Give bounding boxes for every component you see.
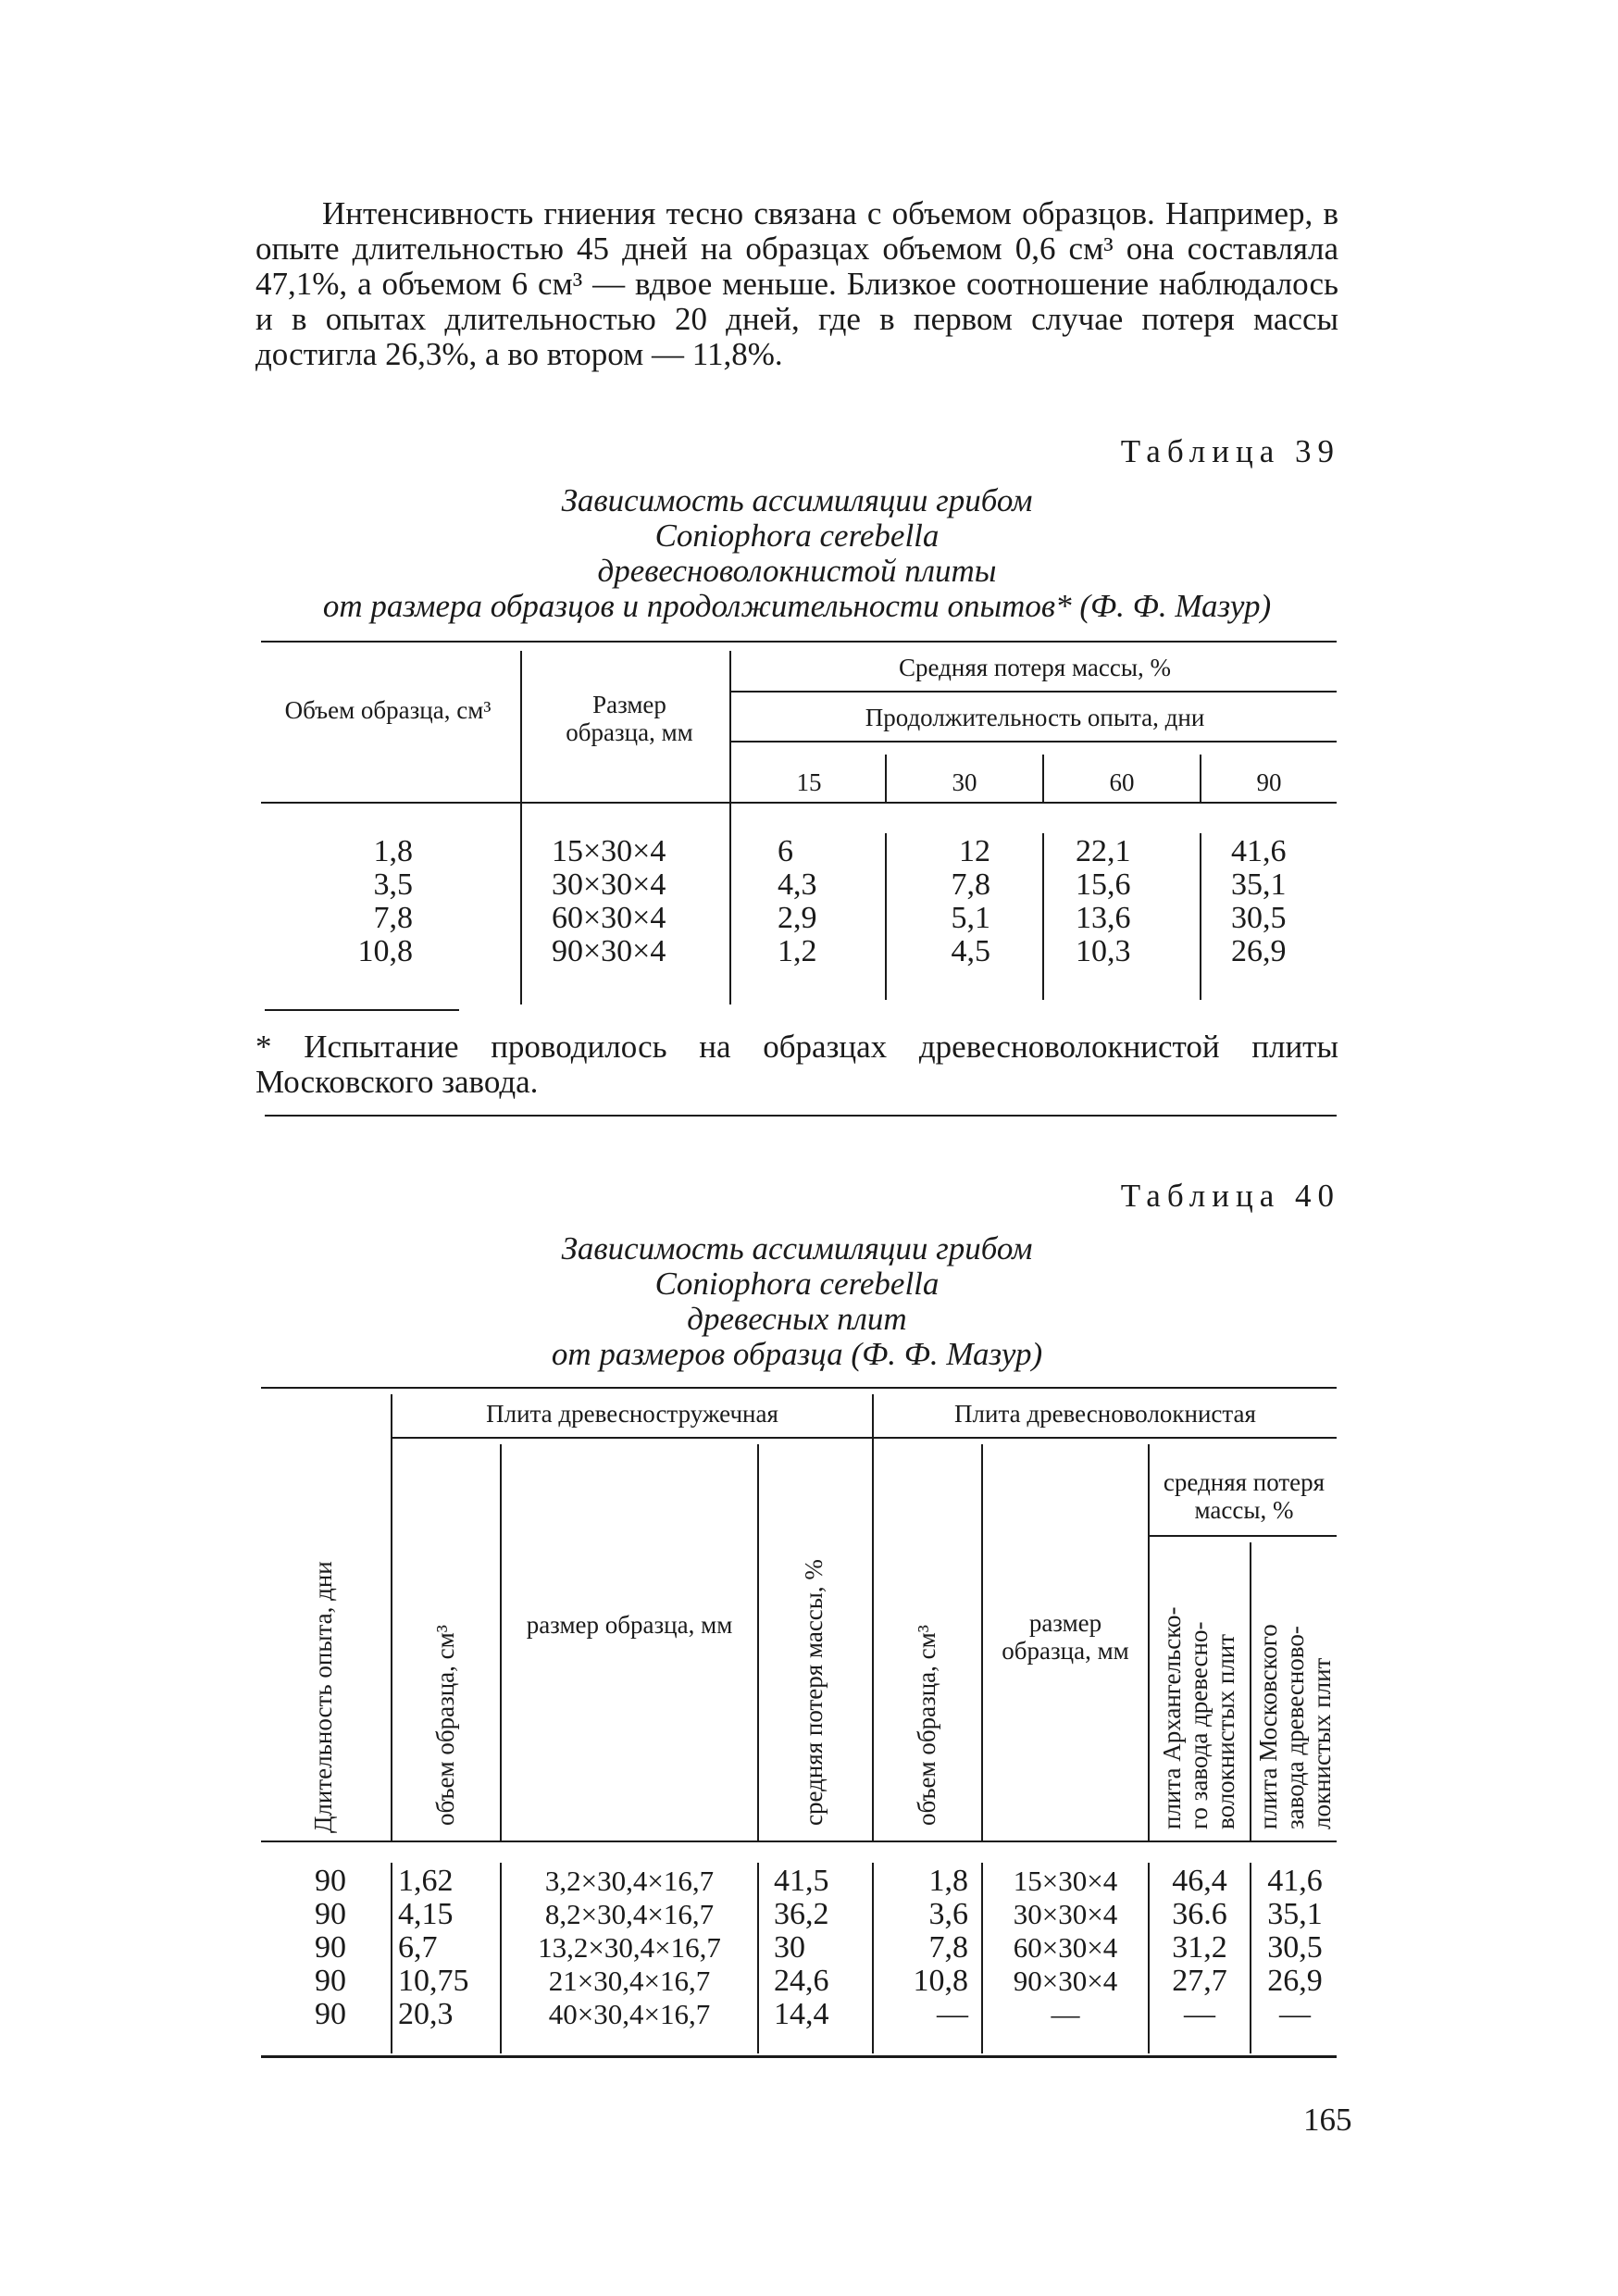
column-size (552, 835, 718, 968)
table-cell: 1,8 (373, 834, 413, 868)
column-size-fb (983, 1865, 1148, 2031)
header-loss-pb: средняя потеря массы, % (800, 1559, 828, 1826)
table-cell: 4,3 (778, 867, 817, 902)
header-line: завода древесново- (1281, 1626, 1309, 1829)
table-cell: 7,8 (928, 1930, 968, 1965)
column-90 (1231, 835, 1333, 968)
table-cell: 90 (315, 1997, 346, 2031)
header-line: го завода древесно- (1185, 1621, 1213, 1829)
table-cell: 41,6 (1267, 1864, 1323, 1898)
header-volume-pb: объем образца, см³ (431, 1625, 459, 1826)
table-cell: 41,6 (1231, 834, 1287, 868)
table-cell: 21×30,4×16,7 (548, 1965, 711, 1997)
table-39-footnote: * Испытание проводилось на образцах древесноволокнистой плиты Московского завода. (255, 1029, 1338, 1100)
table-rule (261, 1387, 1337, 1389)
table-rule (731, 691, 1337, 693)
table-cell: 30,5 (1231, 901, 1287, 935)
table-cell: 60×30×4 (552, 901, 666, 935)
table-cell: 10,8 (357, 934, 413, 968)
table-rule (872, 1863, 874, 2053)
table-rule (981, 1444, 983, 1841)
table-39-label: Таблица 39 (1120, 433, 1340, 469)
header-line: локнистых плит (1308, 1657, 1336, 1829)
table-cell: 3,2×30,4×16,7 (544, 1865, 715, 1897)
table-cell: 3,6 (928, 1897, 968, 1931)
header-volume-fb: объем образца, см³ (913, 1625, 940, 1826)
table-cell: 10,3 (1076, 934, 1131, 968)
header-size-pb: размер образца, мм (526, 1611, 733, 1639)
table-cell: 90 (315, 1897, 346, 1931)
table-rule (520, 651, 522, 1004)
column-volume (305, 835, 413, 968)
table-cell: 1,62 (398, 1864, 454, 1898)
header-line: плита Московского (1254, 1624, 1282, 1829)
section-rule (265, 1115, 1337, 1117)
table-cell: 40×30,4×16,7 (548, 1998, 711, 2030)
table-cell: 3,5 (373, 867, 413, 902)
header-particle-board: Плита древесностружечная (486, 1400, 778, 1428)
header-size: Размер образца, мм (566, 691, 693, 746)
title-line: Зависимость ассимиляции грибом (561, 482, 1033, 518)
table-rule (261, 802, 1337, 804)
title-line: древесных плит (687, 1301, 907, 1337)
table-rule (261, 2055, 1337, 2058)
column-mosk (1253, 1865, 1337, 2031)
table-cell: 20,3 (398, 1997, 454, 2031)
table-cell: 5,1 (951, 901, 990, 935)
header-size-fb: размер образца, мм (1002, 1609, 1129, 1665)
table-rule (261, 641, 1337, 643)
table-cell: 35,1 (1267, 1897, 1323, 1931)
table-cell: 90 (315, 1864, 346, 1898)
table-rule (1200, 833, 1201, 1000)
table-rule (391, 1394, 392, 1841)
column-15 (778, 835, 879, 968)
table-rule (885, 833, 887, 1000)
table-cell: 13,6 (1076, 901, 1131, 935)
table-cell: 26,9 (1267, 1964, 1323, 1998)
table-rule (1250, 1863, 1251, 2053)
table-cell: 10,75 (398, 1964, 469, 1998)
header-duration-90: 90 (1256, 768, 1282, 796)
table-cell: 36,2 (774, 1897, 829, 1931)
table-39-title (255, 483, 1338, 624)
table-cell: 6 (778, 834, 793, 868)
table-cell: — (1279, 1997, 1311, 2031)
table-cell: 35,1 (1231, 867, 1287, 902)
table-cell: 6,7 (398, 1930, 438, 1965)
header-duration-15: 15 (796, 768, 822, 796)
table-rule (1042, 833, 1044, 1000)
table-cell: 30 (774, 1930, 805, 1965)
table-cell: 41,5 (774, 1864, 829, 1898)
header-fiber-board: Плита древесноволокнистая (954, 1400, 1256, 1428)
title-line: от размеров образца (Ф. Ф. Мазур) (551, 1336, 1043, 1372)
column-60 (1076, 835, 1187, 968)
header-mass-loss: Средняя потеря массы, % (899, 654, 1171, 681)
table-cell: 7,8 (951, 867, 990, 902)
table-cell: 8,2×30,4×16,7 (544, 1898, 715, 1930)
table-cell: 12 (959, 834, 990, 868)
table-cell: 30×30×4 (1013, 1898, 1118, 1930)
table-cell: 60×30×4 (1013, 1931, 1118, 1964)
column-size-pb (504, 1865, 755, 2031)
table-rule (392, 1437, 1337, 1439)
table-cell: 90 (315, 1964, 346, 1998)
table-rule (261, 1841, 1337, 1842)
table-cell: — (1051, 1998, 1080, 2030)
column-volume-fb (876, 1865, 968, 2031)
table-rule (729, 651, 731, 1004)
table-cell: 90×30×4 (1013, 1965, 1118, 1997)
table-rule (500, 1863, 502, 2053)
table-cell: — (937, 1997, 968, 2031)
table-cell: 31,2 (1172, 1930, 1227, 1965)
table-cell: 1,8 (928, 1864, 968, 1898)
table-40-label: Таблица 40 (1120, 1178, 1340, 1214)
header-arkh (1159, 1606, 1239, 1829)
table-rule (500, 1444, 502, 1841)
table-cell: 15,6 (1076, 867, 1131, 902)
table-rule (731, 741, 1337, 742)
table-cell: 1,2 (778, 934, 817, 968)
table-cell: 24,6 (774, 1964, 829, 1998)
title-line: древесноволокнистой плиты (597, 553, 997, 589)
header-duration-60: 60 (1109, 768, 1135, 796)
table-cell: 13,2×30,4×16,7 (538, 1931, 721, 1964)
table-cell: 4,15 (398, 1897, 454, 1931)
table-rule (1148, 1535, 1337, 1537)
table-cell: 22,1 (1076, 834, 1131, 868)
title-line: Зависимость ассимиляции грибом (561, 1230, 1033, 1267)
table-rule (1250, 1542, 1251, 1841)
table-cell: 15×30×4 (1013, 1865, 1118, 1897)
footnote-rule (265, 1009, 459, 1011)
table-rule (757, 1863, 759, 2053)
table-cell: 14,4 (774, 1997, 829, 2031)
page-number: 165 (1303, 2102, 1352, 2138)
table-cell: 15×30×4 (552, 834, 666, 868)
table-cell: 2,9 (778, 901, 817, 935)
title-line: Coniophora cerebella (654, 1266, 940, 1302)
table-cell: — (1184, 1997, 1215, 2031)
column-loss-pb (774, 1865, 866, 2031)
column-30 (907, 835, 990, 968)
table-cell: 90×30×4 (552, 934, 666, 968)
table-rule (1148, 1444, 1150, 1841)
header-loss-fb: средняя потеря массы, % (1163, 1468, 1326, 1524)
header-mosk (1255, 1624, 1336, 1829)
table-cell: 90 (315, 1930, 346, 1965)
header-duration: Длительность опыта, дни (309, 1561, 337, 1833)
table-cell: 7,8 (373, 901, 413, 935)
table-cell: 30×30×4 (552, 867, 666, 902)
table-rule (391, 1863, 392, 2053)
table-rule (1148, 1863, 1150, 2053)
table-cell: 26,9 (1231, 934, 1287, 968)
header-duration: Продолжительность опыта, дни (865, 704, 1205, 731)
column-duration (278, 1865, 346, 2031)
table-cell: 36.6 (1172, 1897, 1227, 1931)
table-rule (872, 1394, 874, 1841)
table-cell: 4,5 (951, 934, 990, 968)
table-cell: 27,7 (1172, 1964, 1227, 1998)
header-line: плита Архангельско- (1158, 1606, 1186, 1829)
column-arkh (1151, 1865, 1248, 2031)
header-volume: Объем образца, см³ (284, 696, 492, 724)
body-paragraph: Интенсивность гниения тесно связана с объемом образцов. Например, в опыте длительностью 45 дней на образцах объемом 0,6 см³ она составляла 47,1%, а объемом 6 см³ — вдвое меньше. Близкое соотношение наблюдалось и в опытах длительностью 20 дней, где в первом случае потеря массы достигла 26,3%, а во втором — 11,8%. (255, 195, 1338, 372)
table-40-title (255, 1231, 1338, 1372)
table-cell: 10,8 (913, 1964, 968, 1998)
column-volume-pb (398, 1865, 496, 2031)
header-duration-30: 30 (952, 768, 977, 796)
header-line: волокнистых плит (1212, 1633, 1239, 1829)
title-line: Coniophora cerebella (654, 518, 940, 554)
table-cell: 30,5 (1267, 1930, 1323, 1965)
title-line: от размера образцов и продолжительности опытов* (Ф. Ф. Мазур) (322, 588, 1272, 624)
table-cell: 46,4 (1172, 1864, 1227, 1898)
table-rule (757, 1444, 759, 1841)
